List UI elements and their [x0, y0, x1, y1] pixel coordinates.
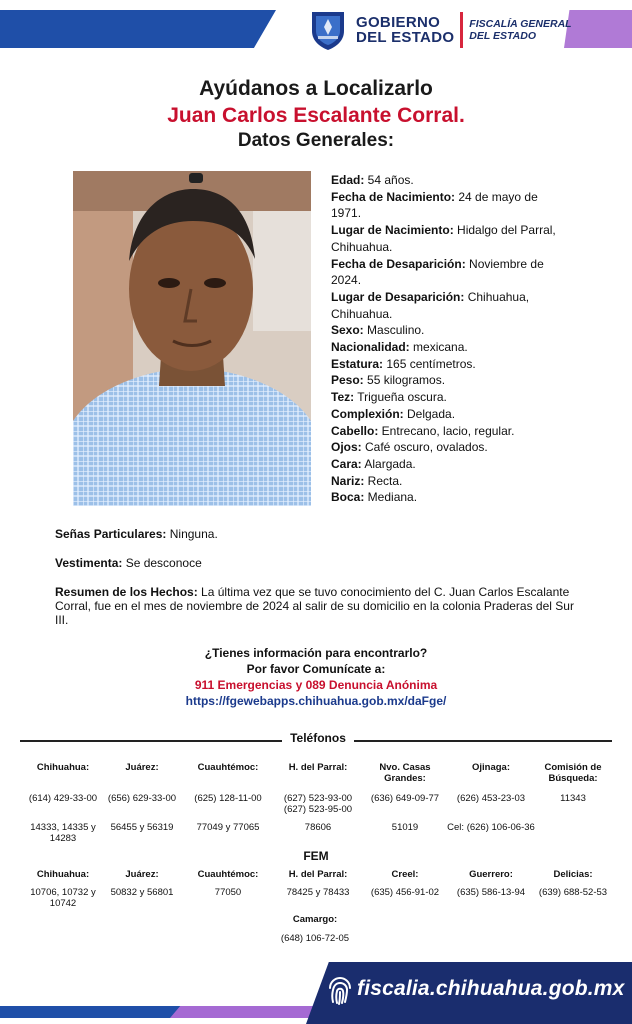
phone-main: (656) 629-33-00: [107, 793, 177, 804]
phone-extension: 77049 y 77065: [196, 822, 260, 833]
detail-label: Cara:: [331, 456, 362, 471]
phone-extension: 78606: [304, 822, 332, 833]
detail-disappearance-place: [331, 289, 571, 322]
detail-label: Tez:: [331, 390, 355, 405]
phone-header: Ojinaga:: [471, 762, 510, 773]
fem-phone: 78425 y 78433: [286, 887, 350, 898]
page-title: Ayúdanos a Localizarlo: [199, 77, 433, 100]
distinguishing-marks: [55, 527, 585, 541]
fem-phone: 77050: [214, 887, 242, 898]
detail-label: Sexo:: [331, 323, 364, 338]
senas-label: Señas Particulares:: [55, 527, 167, 541]
detail-mouth: [331, 489, 571, 506]
detail-value: Trigueña oscura.: [354, 390, 447, 405]
general-data-list: [331, 172, 571, 506]
fem-title: FEM: [303, 849, 329, 863]
detail-eyes: [331, 439, 571, 456]
fem-header: H. del Parral:: [288, 869, 348, 880]
vestimenta-value: Se desconoce: [122, 556, 202, 570]
detail-value: 24 de mayo de 1971.: [331, 189, 538, 221]
emergency-numbers: 911 Emergencias y 089 Denuncia Anónima: [194, 678, 438, 692]
detail-value: Delgada.: [403, 406, 456, 421]
fem-header: Guerrero:: [469, 869, 513, 880]
fem-phone: 50832 y 56801: [110, 887, 174, 898]
fem-header: Chihuahua:: [36, 869, 90, 880]
fem-header: Cuauhtémoc:: [197, 869, 259, 880]
detail-build: [331, 406, 571, 423]
detail-label: Complexión:: [331, 406, 404, 421]
fem-header: Creel:: [391, 869, 419, 880]
senas-value: Ninguna.: [166, 527, 218, 541]
fem-header: Delicias:: [553, 869, 593, 880]
person-photo: [73, 171, 311, 506]
detail-sex: [331, 322, 571, 339]
fem-header: Juárez:: [125, 869, 159, 880]
phone-main: (626) 453-23-03: [456, 793, 526, 804]
detail-label: Ojos:: [331, 440, 362, 455]
state-shield-icon: [308, 9, 348, 51]
fiscalia-text: [469, 18, 571, 42]
detail-label: Fecha de Desaparición:: [331, 256, 466, 271]
detail-value: Recta.: [364, 473, 403, 488]
detail-value: Café oscuro, ovalados.: [361, 440, 488, 455]
detail-value: mexicana.: [409, 340, 468, 355]
detail-value: Entrecano, lacio, regular.: [378, 423, 515, 438]
detail-value: Noviembre de 2024.: [331, 256, 544, 288]
camargo-phone: (648) 106-72-05: [280, 933, 350, 944]
detail-value: Alargada.: [361, 456, 416, 471]
detail-nose: [331, 473, 571, 490]
detail-label: Nariz:: [331, 473, 365, 488]
phone-header: Cuauhtémoc:: [197, 762, 259, 773]
phone-extension: 14333, 14335 y 14283: [30, 822, 96, 844]
fiscalia-line2: DEL ESTADO: [469, 30, 536, 42]
fem-phone: (639) 688-52-53: [538, 887, 608, 898]
detail-nationality: [331, 339, 571, 356]
camargo-label: Camargo:: [292, 914, 338, 925]
detail-label: Nacionalidad:: [331, 340, 410, 355]
detail-age: [331, 172, 571, 189]
logo-divider: [460, 12, 463, 48]
detail-label: Boca:: [331, 490, 365, 505]
header-blue-bar: [0, 10, 276, 48]
phone-header: Chihuahua:: [36, 762, 90, 773]
detail-face: [331, 456, 571, 473]
phone-main: (627) 523-93-00 (627) 523-95-00: [283, 793, 353, 815]
phone-extension: 56455 y 56319: [110, 822, 174, 833]
contact-question: ¿Tienes información para encontrarlo?: [204, 646, 428, 660]
report-link[interactable]: https://fgewebapps.chihuahua.gob.mx/daFge/: [185, 694, 447, 708]
detail-value: Chihuahua, Chihuahua.: [331, 289, 530, 321]
detail-value: 54 años.: [364, 173, 414, 187]
phone-header: H. del Parral:: [288, 762, 348, 773]
resumen-label: Resumen de los Hechos:: [55, 585, 198, 599]
fem-phone: (635) 456-91-02: [370, 887, 440, 898]
header-violet-bar: [564, 10, 632, 48]
person-name: Juan Carlos Escalante Corral.: [167, 104, 465, 127]
vestimenta-label: Vestimenta:: [55, 556, 123, 570]
detail-value: Masculino.: [363, 323, 425, 338]
fingerprint-icon: [326, 976, 354, 1006]
detail-weight: [331, 372, 571, 389]
gobierno-line1: GOBIERNO: [356, 14, 441, 31]
contact-prompt: Por favor Comunícate a:: [246, 662, 386, 676]
fem-phone: 10706, 10732 y 10742: [30, 887, 96, 909]
detail-label: Lugar de Nacimiento:: [331, 223, 454, 238]
phone-header: Comisión de Búsqueda:: [544, 762, 602, 784]
gobierno-text: [356, 15, 454, 45]
detail-label: Cabello:: [331, 423, 379, 438]
phone-main: (614) 429-33-00: [28, 793, 98, 804]
detail-height: [331, 356, 571, 373]
detail-hair: [331, 423, 571, 440]
detail-label: Lugar de Desaparición:: [331, 289, 465, 304]
detail-birthdate: [331, 189, 571, 222]
phone-header: Juárez:: [125, 762, 159, 773]
fem-phone: (635) 586-13-94: [456, 887, 526, 898]
phone-main: (636) 649-09-77: [370, 793, 440, 804]
phone-extension: 51019: [391, 822, 419, 833]
phone-main: (625) 128-11-00: [194, 793, 262, 804]
detail-value: 55 kilogramos.: [363, 373, 446, 388]
section-title: Datos Generales:: [237, 130, 395, 151]
detail-birthplace: [331, 222, 571, 255]
resumen-value: La última vez que se tuvo conocimiento del C. Juan Carlos Escalante Corral, fue en el mes de noviembre de 2024 al salir de su domicilio en la colonia Praderas del Sur III.: [55, 585, 574, 627]
phone-header: Nvo. Casas Grandes:: [379, 762, 431, 784]
detail-label: Edad:: [331, 173, 365, 187]
detail-label: Fecha de Nacimiento:: [331, 189, 456, 204]
phone-main: 11343: [560, 793, 586, 804]
detail-label: Peso:: [331, 373, 364, 388]
gobierno-line2: DEL ESTADO: [356, 29, 455, 46]
detail-value: Hidalgo del Parral, Chihuahua.: [331, 223, 556, 254]
clothing: [55, 556, 585, 570]
detail-value: 165 centímetros.: [383, 356, 476, 371]
phones-title: Teléfonos: [290, 731, 346, 745]
detail-complexion-tone: [331, 389, 571, 406]
facts-summary: [55, 585, 585, 627]
detail-value: Mediana.: [364, 490, 418, 505]
detail-label: Estatura:: [331, 356, 384, 371]
phone-extension: Cel: (626) 106-06-36: [447, 822, 535, 833]
government-logo: [308, 8, 572, 52]
detail-disappearance-date: [331, 256, 571, 289]
contact-info: [0, 645, 632, 709]
footer-url[interactable]: fiscalia.chihuahua.gob.mx: [357, 977, 625, 1000]
fiscalia-line1: FISCALÍA GENERAL: [469, 18, 572, 30]
